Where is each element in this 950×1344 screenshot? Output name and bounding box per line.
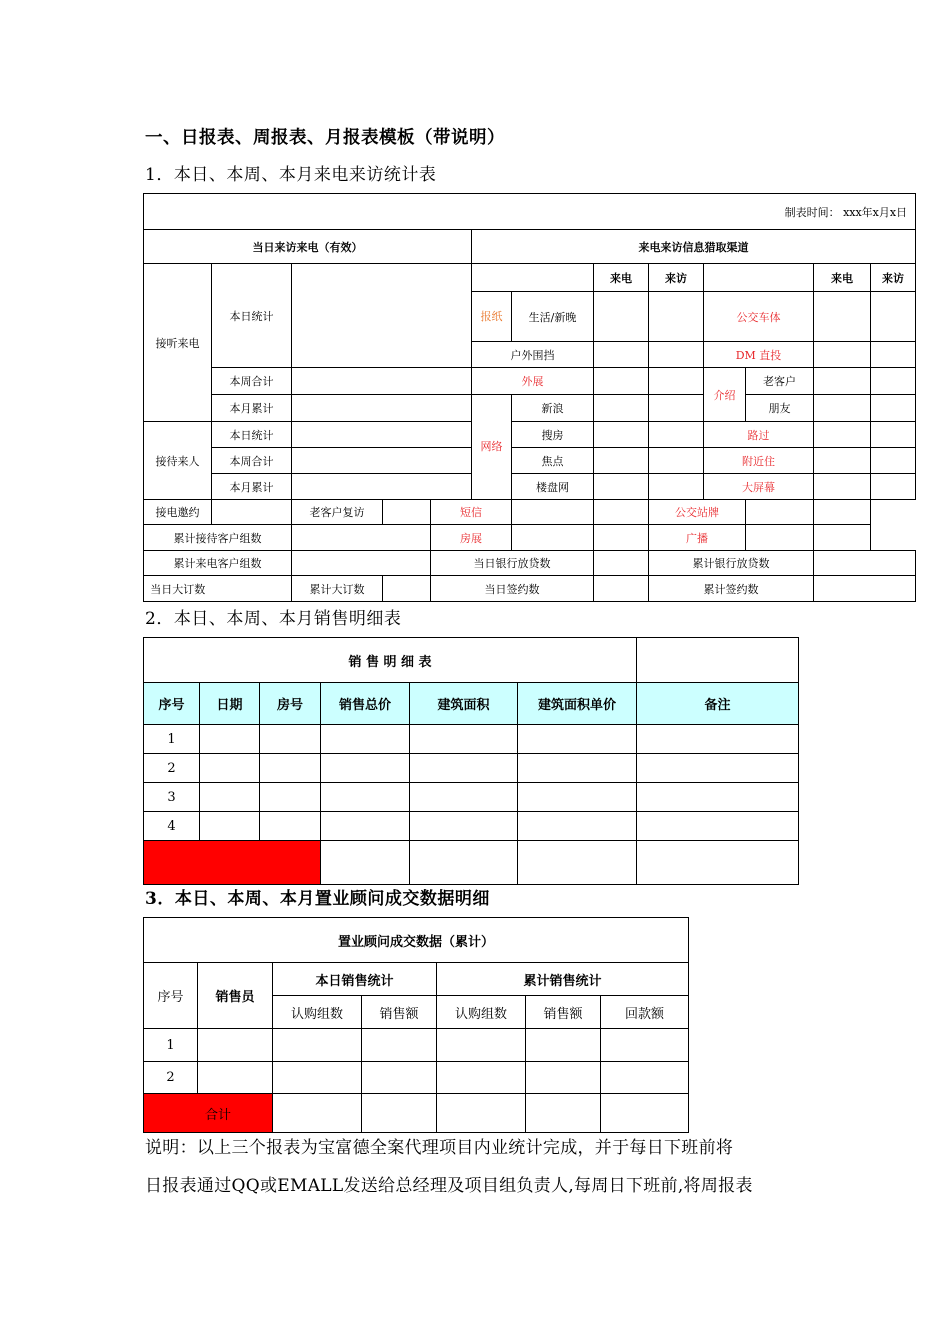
house-show: 房展 — [431, 525, 512, 551]
cell — [649, 422, 704, 448]
cell — [649, 395, 704, 422]
cell — [273, 1094, 362, 1133]
row-seq: 2 — [144, 1062, 198, 1094]
cell — [292, 368, 472, 395]
sales-table-title: 销 售 明 细 表 — [144, 638, 637, 683]
cell — [200, 754, 260, 783]
cell — [518, 725, 637, 754]
section-1-title: 1．本日、本周、本月来电来访统计表 — [145, 165, 437, 185]
cell — [871, 474, 916, 500]
cell — [292, 551, 431, 576]
cell — [649, 342, 704, 368]
cell — [200, 812, 260, 841]
jiaodian: 焦点 — [512, 448, 594, 474]
cell — [704, 264, 814, 292]
cell — [321, 841, 410, 885]
friend: 朋友 — [746, 395, 814, 422]
table-row — [144, 725, 799, 754]
col-seq: 序号 — [144, 683, 200, 725]
cell — [437, 1029, 526, 1062]
month-total-label: 本月累计 — [212, 395, 292, 422]
cell — [814, 500, 871, 525]
cell — [871, 395, 916, 422]
cell — [871, 292, 916, 342]
cell — [746, 525, 814, 551]
cell — [292, 422, 472, 448]
old-revisit: 老客户复访 — [292, 500, 383, 525]
cum-recv-groups: 累计接待客户组数 — [144, 525, 292, 551]
dm-direct: DM 直投 — [704, 342, 814, 368]
cell — [601, 1062, 689, 1094]
cell — [637, 754, 799, 783]
cell — [637, 841, 799, 885]
cell — [200, 725, 260, 754]
section-2-title: 2．本日、本周、本月销售明细表 — [145, 609, 402, 629]
cell — [200, 783, 260, 812]
cell — [383, 500, 431, 525]
cell — [814, 395, 871, 422]
cell — [321, 725, 410, 754]
day-stat-label: 本日统计 — [212, 264, 292, 368]
big-screen: 大屏幕 — [704, 474, 814, 500]
cell — [198, 1062, 273, 1094]
cell — [814, 525, 871, 551]
cell — [594, 342, 649, 368]
cell — [814, 576, 916, 602]
cell — [321, 812, 410, 841]
consultant-deals-table — [143, 917, 689, 1133]
col-remark: 备注 — [637, 683, 799, 725]
cell — [362, 1062, 437, 1094]
col-area: 建筑面积 — [410, 683, 518, 725]
outdoor: 户外围挡 — [472, 342, 594, 368]
cell — [594, 292, 649, 342]
cell — [260, 812, 321, 841]
col-sub: 销售额 — [526, 996, 601, 1029]
section-3-title: 3．本日、本周、本月置业顾问成交数据明细 — [145, 889, 490, 909]
cell — [518, 812, 637, 841]
table-row — [144, 841, 799, 885]
cell — [410, 812, 518, 841]
cum-loans: 累计银行放贷数 — [649, 551, 814, 576]
row-seq: 2 — [144, 754, 200, 783]
cell — [814, 342, 871, 368]
cell — [362, 1029, 437, 1062]
table-row — [144, 754, 799, 783]
cum-contracts: 累计签约数 — [649, 576, 814, 602]
row-seq: 1 — [144, 725, 200, 754]
cell — [383, 576, 431, 602]
cell — [212, 500, 292, 525]
cell — [260, 783, 321, 812]
cell — [871, 368, 916, 395]
cell — [292, 525, 431, 551]
col-total-price: 销售总价 — [321, 683, 410, 725]
col-sub: 回款额 — [601, 996, 689, 1029]
cell — [649, 368, 704, 395]
cum-big-orders: 累计大订数 — [292, 576, 383, 602]
loupan: 楼盘网 — [512, 474, 594, 500]
cell — [871, 422, 916, 448]
cell — [871, 342, 916, 368]
cell — [814, 474, 871, 500]
table-row — [144, 1094, 689, 1133]
day-big-orders: 当日大订数 — [144, 576, 212, 602]
old-customer: 老客户 — [746, 368, 814, 395]
cell — [410, 783, 518, 812]
cell — [637, 725, 799, 754]
table-row — [144, 1029, 689, 1062]
call-visit-stats-table — [143, 193, 916, 602]
cell — [292, 448, 472, 474]
total-label: 合计 — [144, 1094, 273, 1133]
cell — [410, 754, 518, 783]
cum-call-groups: 累计来电客户组数 — [144, 551, 292, 576]
cell — [594, 395, 649, 422]
sina: 新浪 — [512, 395, 594, 422]
cell — [594, 368, 649, 395]
col-seq: 序号 — [144, 963, 198, 1029]
cell — [362, 1094, 437, 1133]
col-room: 房号 — [260, 683, 321, 725]
broadcast: 广播 — [649, 525, 746, 551]
cum-sales-stats: 累计销售统计 — [437, 963, 689, 996]
red-total-cell — [144, 841, 321, 885]
col-salesperson: 销售员 — [198, 963, 273, 1029]
cell — [321, 754, 410, 783]
week-total-label: 本周合计 — [212, 368, 292, 395]
day-loans: 当日银行放贷数 — [431, 551, 594, 576]
day-sales-stats: 本日销售统计 — [273, 963, 437, 996]
right-header: 来电来访信息猎取渠道 — [472, 230, 916, 264]
cell — [518, 783, 637, 812]
cell — [594, 551, 649, 576]
col-sub: 认购组数 — [273, 996, 362, 1029]
cell — [526, 1029, 601, 1062]
month-total-label: 本月累计 — [212, 474, 292, 500]
life-evening: 生活/新晚 — [512, 292, 594, 342]
cell — [594, 474, 649, 500]
cell — [594, 448, 649, 474]
cell — [649, 448, 704, 474]
col-visit: 来访 — [871, 264, 916, 292]
cell — [198, 1029, 273, 1062]
day-stat-label: 本日统计 — [212, 422, 292, 448]
bus-stop: 公交站牌 — [649, 500, 746, 525]
row-seq: 4 — [144, 812, 200, 841]
cell — [212, 576, 292, 602]
cell — [273, 1062, 362, 1094]
reception-label: 接待来人 — [144, 422, 212, 500]
page-heading: 一、日报表、周报表、月报表模板（带说明） — [145, 128, 505, 148]
cell — [649, 474, 704, 500]
cell — [321, 783, 410, 812]
day-contracts: 当日签约数 — [431, 576, 594, 602]
cell — [292, 474, 472, 500]
note-line-1: 说明：以上三个报表为宝富德全案代理项目内业统计完成，并于每日下班前将 — [145, 1138, 734, 1158]
row-seq: 1 — [144, 1029, 198, 1062]
cell — [594, 422, 649, 448]
col-date: 日期 — [200, 683, 260, 725]
cell — [637, 812, 799, 841]
table-row — [144, 812, 799, 841]
cell — [814, 422, 871, 448]
col-call: 来电 — [814, 264, 871, 292]
intro: 介绍 — [704, 368, 746, 422]
cell — [410, 841, 518, 885]
cell — [260, 725, 321, 754]
network-label: 网络 — [472, 395, 512, 500]
cell — [594, 500, 649, 525]
cell — [410, 725, 518, 754]
col-visit: 来访 — [649, 264, 704, 292]
bus-body: 公交车体 — [704, 292, 814, 342]
cell — [601, 1029, 689, 1062]
cell — [437, 1062, 526, 1094]
col-unit-price: 建筑面积单价 — [518, 683, 637, 725]
cell — [292, 264, 472, 368]
nearby: 附近住 — [704, 448, 814, 474]
pass-by: 路过 — [704, 422, 814, 448]
cell — [437, 1094, 526, 1133]
col-call: 来电 — [594, 264, 649, 292]
cell — [594, 576, 649, 602]
sales-detail-table — [143, 637, 799, 885]
make-time: 制表时间： xxx年x月x日 — [144, 194, 916, 230]
table-row — [144, 783, 799, 812]
table-row — [144, 1062, 689, 1094]
consultant-table-title: 置业顾问成交数据（累计） — [144, 918, 689, 963]
cell — [273, 1029, 362, 1062]
cell — [871, 448, 916, 474]
cell — [518, 841, 637, 885]
cell — [649, 292, 704, 342]
cell — [814, 551, 916, 576]
sms: 短信 — [431, 500, 512, 525]
cell — [512, 525, 594, 551]
cell — [472, 264, 594, 292]
newspaper-label: 报纸 — [472, 292, 512, 342]
cell — [746, 500, 814, 525]
week-total-label: 本周合计 — [212, 448, 292, 474]
exhibition: 外展 — [472, 368, 594, 395]
cell — [637, 783, 799, 812]
soufang: 搜房 — [512, 422, 594, 448]
row-seq: 3 — [144, 783, 200, 812]
cell — [814, 448, 871, 474]
note-line-2: 日报表通过QQ或EMALL发送给总经理及项目组负责人,每周日下班前,将周报表 — [145, 1176, 753, 1196]
cell — [814, 368, 871, 395]
cell — [526, 1094, 601, 1133]
cell — [637, 638, 799, 683]
call-invite: 接电邀约 — [144, 500, 212, 525]
cell — [512, 500, 594, 525]
left-header: 当日来访来电（有效） — [144, 230, 472, 264]
cell — [292, 395, 472, 422]
col-sub: 销售额 — [362, 996, 437, 1029]
answer-call-label: 接听来电 — [144, 264, 212, 422]
cell — [601, 1094, 689, 1133]
cell — [260, 754, 321, 783]
cell — [814, 292, 871, 342]
col-sub: 认购组数 — [437, 996, 526, 1029]
cell — [594, 525, 649, 551]
cell — [518, 754, 637, 783]
cell — [526, 1062, 601, 1094]
